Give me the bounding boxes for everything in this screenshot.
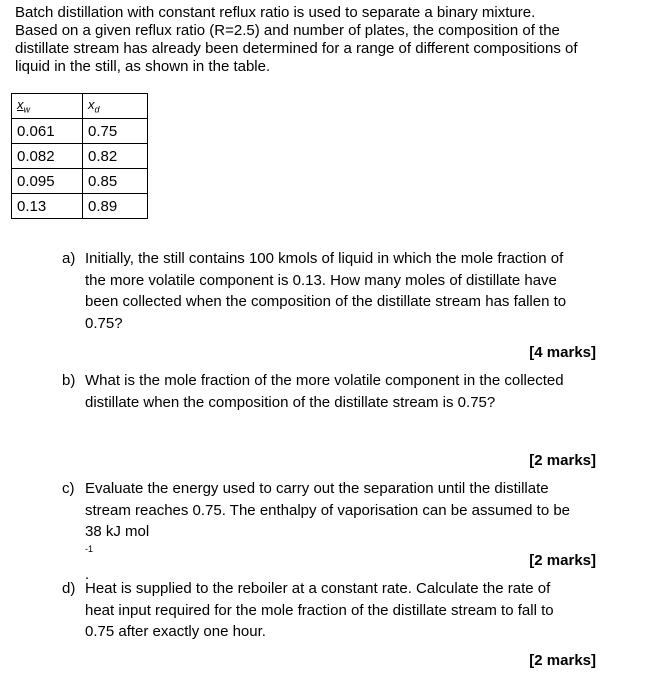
question-letter: d): [62, 580, 76, 597]
question-line: What is the mole fraction of the more volatile component in the collected: [85, 372, 564, 389]
question-line: stream reaches 0.75. The enthalpy of vaporisation can be assumed to be: [85, 501, 571, 519]
intro-line: Batch distillation with constant reflux ratio is used to separate a binary mixture.: [15, 4, 536, 21]
question-b: [62, 370, 622, 413]
cell-xd: 0.75: [83, 119, 148, 144]
intro-line: distillate stream has already been determined for a range of different compositions of: [15, 40, 578, 57]
cell-xd: 0.89: [83, 194, 148, 219]
question-letter: b): [62, 372, 76, 389]
cell-xd: 0.85: [83, 169, 148, 194]
question-line: Initially, the still contains 100 kmols of liquid in which the mole fraction of: [85, 250, 564, 267]
question-line: Heat is supplied to the reboiler at a constant rate. Calculate the rate of: [85, 580, 551, 597]
table-row: [12, 194, 148, 219]
question-line: the more volatile component is 0.13. How many moles of distillate have: [85, 271, 557, 289]
question-line: 0.75 after exactly one hour.: [85, 623, 266, 640]
question-line: been collected when the composition of the distillate stream has fallen to: [85, 293, 567, 310]
cell-xw: 0.095: [12, 169, 83, 194]
marks-c: [2 marks]: [529, 552, 596, 569]
table-row: [12, 144, 148, 169]
marks-b: [2 marks]: [529, 452, 596, 469]
marks-a: [4 marks]: [529, 344, 596, 361]
composition-table: [11, 93, 148, 219]
intro-paragraph: [15, 4, 635, 76]
intro-line: Based on a given reflux ratio (R=2.5) and number of plates, the composition of the: [15, 22, 560, 39]
cell-xw: 0.13: [12, 194, 83, 219]
table-row: [12, 119, 148, 144]
question-line: Evaluate the energy used to carry out the separation until the distillate: [85, 480, 549, 497]
question-letter: c): [62, 480, 75, 497]
question-line: 38 kJ mol $^{-1}$ .: [85, 523, 150, 583]
question-d: [62, 578, 622, 643]
question-line: 0.75?: [85, 314, 123, 332]
question-line: distillate when the composition of the distillate stream is 0.75?: [85, 393, 496, 411]
header-xw: $x_w$: [12, 94, 83, 119]
cell-xd: 0.82: [83, 144, 148, 169]
marks-d: [2 marks]: [529, 652, 596, 669]
question-letter: a): [62, 250, 76, 267]
table-row: [12, 169, 148, 194]
question-c: [62, 478, 622, 586]
table-header-row: [12, 94, 148, 119]
header-xd: $x_d$: [83, 94, 148, 119]
intro-line: liquid in the still, as shown in the table.: [15, 58, 271, 75]
question-a: [62, 248, 622, 334]
question-line: heat input required for the mole fraction of the distillate stream to fall to: [85, 601, 554, 619]
cell-xw: 0.061: [12, 119, 83, 144]
cell-xw: 0.082: [12, 144, 83, 169]
